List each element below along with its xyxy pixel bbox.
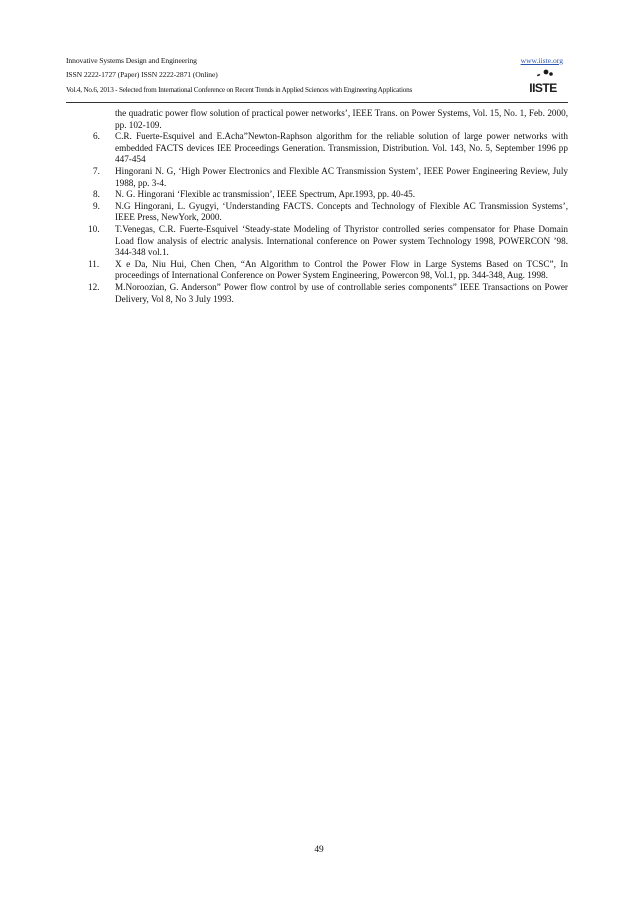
- iiste-logo: [524, 68, 562, 96]
- reference-item: [66, 224, 568, 259]
- reference-text: the quadratic power flow solution of practical power networks’, IEEE Trans. on Power Systems, Vol. 15, No. 1, Feb. 2000, pp. 102-109.: [115, 108, 568, 130]
- reference-item: [66, 259, 568, 282]
- reference-item: [66, 108, 568, 131]
- page-number: 49: [314, 845, 324, 855]
- reference-text: Hingorani N. G, ‘High Power Electronics and Flexible AC Transmission System’, IEEE Power Engineering Review, July 1988, pp. 3-4.: [115, 165, 568, 188]
- journal-title: Innovative Systems Design and Engineering: [66, 56, 197, 65]
- reference-number: 6.: [93, 131, 100, 142]
- reference-item: [66, 282, 568, 305]
- reference-text: X e Da, Niu Hui, Chen Chen, “An Algorithm to Control the Power Flow in Large Systems Based on TCSC”, In proceedings of International Conference on Power System Engineering, Powercon 98, Vol.1, pp. 344-348, Aug. 1998.: [115, 258, 568, 281]
- website-link[interactable]: www.iiste.org: [520, 56, 563, 65]
- page-header: [66, 54, 568, 106]
- reference-item: [66, 201, 568, 224]
- reference-number: 11.: [88, 258, 100, 269]
- svg-text:IISTE: IISTE: [529, 81, 557, 95]
- reference-number: 10.: [88, 223, 100, 234]
- reference-number: 7.: [93, 165, 100, 176]
- reference-number: 12.: [88, 281, 100, 292]
- reference-item: [66, 189, 568, 201]
- reference-text: T.Venegas, C.R. Fuerte-Esquivel ‘Steady-state Modeling of Thyristor controlled series compensator for Phase Domain Load flow analysis of electric analysis. International conference on Power system Technology 1998, POWERCON ’98. 344-348 vol.1.: [115, 223, 568, 258]
- reference-item: [66, 166, 568, 189]
- reference-number: 9.: [93, 200, 100, 211]
- reference-number: 8.: [93, 189, 100, 200]
- reference-list: [66, 108, 568, 305]
- reference-text: M.Noroozian, G. Anderson” Power flow control by use of controllable series components” IEEE Transactions on Power Delivery, Vol 8, No 3 July 1993.: [115, 281, 568, 304]
- reference-text: C.R. Fuerte-Esquivel and E.Acha”Newton-Raphson algorithm for the reliable solution of large power networks with embedded FACTS devices IEE Proceedings Generation. Transmission, Distribution. Vol. 143, No. 5, September 1996 pp 447-454: [115, 131, 568, 165]
- volume-line: Vol.4, No.6, 2013 - Selected from International Conference on Recent Trends in Applied Sciences with Engineering Applications: [66, 86, 413, 94]
- issn-line: ISSN 2222-1727 (Paper) ISSN 2222-2871 (Online): [66, 70, 218, 79]
- header-divider: [66, 102, 568, 103]
- reference-text: N. G. Hingorani ‘Flexible ac transmission’, IEEE Spectrum, Apr.1993, pp. 40-45.: [115, 189, 416, 200]
- reference-text: N.G Hingorani, L. Gyugyi, ‘Understanding FACTS. Concepts and Technology of Flexible AC Transmission Systems’, IEEE Press, NewYork, 2000.: [115, 200, 568, 223]
- reference-item: [66, 131, 568, 166]
